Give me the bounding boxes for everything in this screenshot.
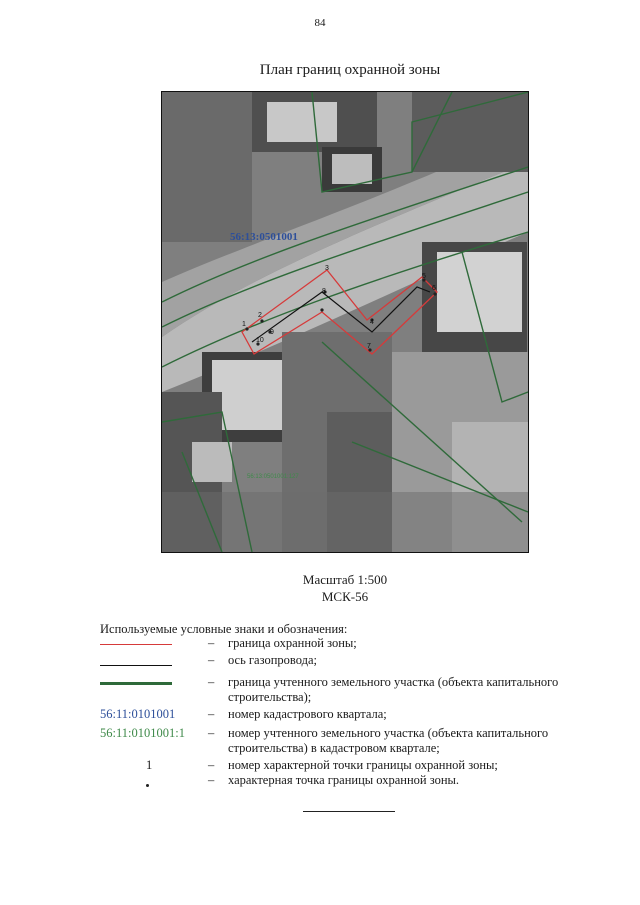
legend-dash: – xyxy=(208,636,215,650)
legend-code-quarter: 56:11:0101001 xyxy=(100,707,176,721)
legend-code-parcel: 56:11:0101001:1 xyxy=(100,726,185,740)
legend-symbol-red-line xyxy=(100,636,172,651)
scale-text: Масштаб 1:500 xyxy=(302,572,388,587)
legend-dash: – xyxy=(208,726,215,740)
plan-title: План границ охранной зоны xyxy=(259,62,441,78)
point-label-5: 5 xyxy=(422,273,426,280)
signature-line xyxy=(303,811,395,812)
legend-dash: – xyxy=(208,773,215,787)
scale-block xyxy=(290,571,400,605)
point-label-10: 10 xyxy=(256,337,264,344)
point-label-6: 6 xyxy=(432,285,436,292)
legend-desc: номер характерной точки границы охранной зоны; xyxy=(228,758,498,772)
point-label-9: 9 xyxy=(270,329,274,336)
quarter-label: 56:13:0501001 xyxy=(230,231,298,243)
point-label-1: 1 xyxy=(242,321,246,328)
legend-dash: – xyxy=(208,758,215,772)
legend-point-number: 1 xyxy=(146,758,153,772)
legend-desc: номер учтенного земельного участка (объекта капитального строительства) в кадастровом квартале; xyxy=(228,726,549,755)
legend-heading: Используемые условные знаки и обозначения: xyxy=(100,622,348,636)
legend-desc: граница охранной зоны; xyxy=(228,636,357,650)
point-label-7: 7 xyxy=(367,343,371,350)
point-label-8: 8 xyxy=(322,288,326,295)
legend-dash: – xyxy=(208,707,215,721)
legend-desc: характерная точка границы охранной зоны. xyxy=(228,773,460,787)
point-label-3: 3 xyxy=(325,265,329,272)
coordinate-system: МСК-56 xyxy=(321,589,369,604)
aerial-map xyxy=(161,91,529,553)
legend-desc: граница учтенного земельного участка (объекта капитального строительства); xyxy=(228,675,559,704)
legend-point-dot xyxy=(146,784,149,787)
point-label-4: 4 xyxy=(370,319,374,326)
parcel-label: 56:13:0501001:127 xyxy=(247,474,299,480)
page-number: 84 xyxy=(314,17,326,29)
legend-symbol-green-line xyxy=(100,675,172,690)
legend-symbol-black-line xyxy=(100,653,172,668)
legend-dash: – xyxy=(208,675,215,689)
legend-desc: ось газопровода; xyxy=(228,653,318,667)
legend-dash: – xyxy=(208,653,215,667)
legend-desc: номер кадастрового квартала; xyxy=(228,707,387,721)
point-label-2: 2 xyxy=(258,312,262,319)
